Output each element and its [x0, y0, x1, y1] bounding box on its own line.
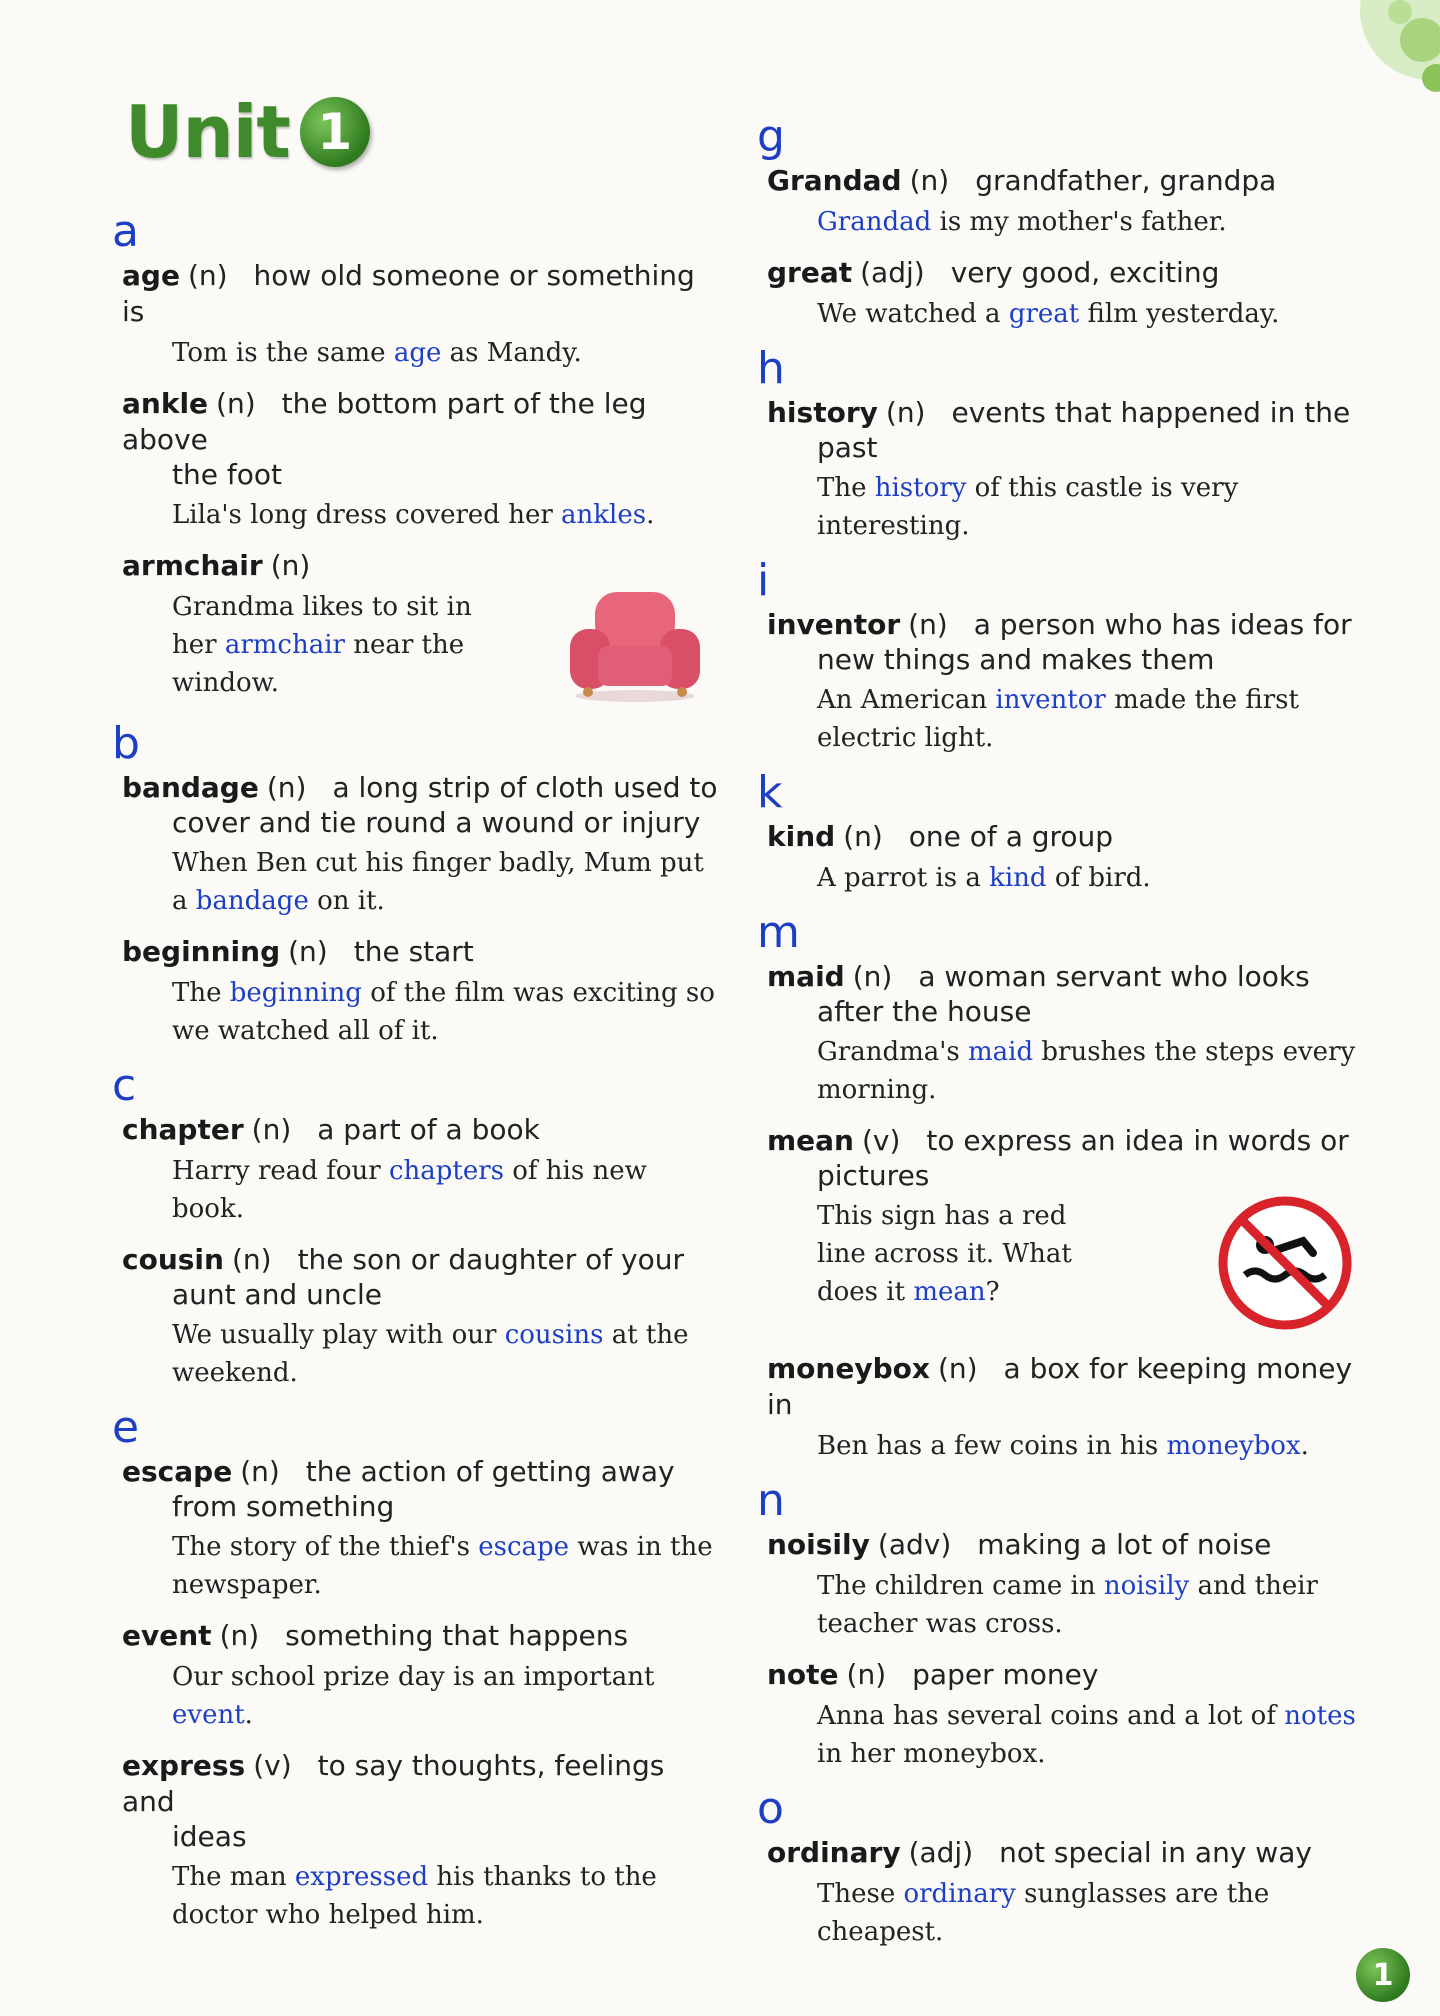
headword: ankle: [122, 387, 209, 420]
example-sentence: [100, 334, 720, 372]
example-sentence: [745, 203, 1365, 241]
example-text: film yesterday.: [1079, 299, 1280, 329]
example-text: as Mandy.: [441, 338, 582, 368]
part-of-speech: (v): [253, 1749, 292, 1782]
example-text: This sign has a red line across it. What does it: [817, 1201, 1072, 1307]
part-of-speech: (n): [187, 259, 228, 292]
definition-continued: past: [817, 431, 878, 464]
section-letter: h: [757, 343, 785, 394]
entry-head: [745, 163, 1365, 199]
definition: one of a group: [908, 820, 1114, 853]
example-keyword: noisily: [1103, 1571, 1190, 1601]
example-text: Ben has a few coins in his: [817, 1431, 1167, 1461]
example-text: is my mother's father.: [931, 207, 1227, 237]
example-keyword: mean: [913, 1277, 986, 1307]
page-number: 1: [1356, 1948, 1410, 2002]
example-keyword: beginning: [229, 978, 362, 1008]
example-sentence: [745, 1567, 1365, 1643]
example-keyword: expressed: [294, 1862, 429, 1892]
no-swimming-sign-icon: [1215, 1193, 1355, 1333]
armchair-picture: [560, 584, 710, 708]
definition: paper money: [912, 1658, 1099, 1691]
entry-head: [745, 819, 1365, 855]
example-keyword: moneybox: [1166, 1431, 1301, 1461]
entry-head: [745, 607, 1365, 643]
dictionary-entry-event: [100, 1618, 720, 1734]
example-text: .: [646, 500, 655, 530]
example-sentence: [100, 588, 472, 702]
example-text: The story of the thief's: [172, 1532, 479, 1562]
example-text: .: [244, 1700, 253, 1730]
example-keyword: maid: [968, 1037, 1034, 1067]
section-letter: e: [112, 1402, 140, 1453]
part-of-speech: (v): [862, 1124, 901, 1157]
example-sentence: [745, 1427, 1365, 1465]
dictionary-entry-moneybox: [745, 1351, 1365, 1465]
example-text: his thanks to the doctor who helped him.: [172, 1862, 657, 1930]
entry-head: [100, 770, 720, 806]
part-of-speech: (n): [846, 1658, 887, 1691]
part-of-speech: (n): [216, 387, 256, 420]
example-sentence: [100, 1658, 720, 1734]
definition-continued: after the house: [817, 995, 1032, 1028]
part-of-speech: (n): [219, 1619, 260, 1652]
dictionary-entry-ankle: [100, 386, 720, 534]
dictionary-entry-inventor: [745, 607, 1365, 757]
part-of-speech: (n): [240, 1455, 280, 1488]
example-with-picture: [100, 584, 720, 708]
headword: kind: [767, 820, 836, 853]
headword: chapter: [122, 1113, 244, 1146]
headword: mean: [767, 1124, 854, 1157]
example-text: brushes the steps every morning.: [817, 1037, 1356, 1105]
dictionary-entry-ordinary: [745, 1835, 1365, 1951]
example-text: The children came in: [817, 1571, 1104, 1601]
right-column: [745, 105, 1365, 1965]
headword: ordinary: [767, 1836, 901, 1869]
entry-head: [100, 1112, 720, 1148]
example-keyword: armchair: [224, 630, 345, 660]
section-letter: i: [757, 555, 770, 606]
headword: noisily: [767, 1528, 870, 1561]
headword: bandage: [122, 771, 259, 804]
headword: age: [122, 259, 180, 292]
part-of-speech: (n): [231, 1243, 272, 1276]
headword: inventor: [767, 608, 901, 641]
definition: how old someone or something is: [122, 259, 695, 328]
example-sentence: [100, 1528, 720, 1604]
part-of-speech: (n): [908, 608, 948, 641]
example-keyword: cousins: [504, 1320, 604, 1350]
entry-head: [100, 548, 720, 584]
definition: a woman servant who looks: [918, 960, 1310, 993]
dictionary-entry-mean: [745, 1123, 1365, 1337]
headword: armchair: [122, 549, 263, 582]
corner-decoration: [1310, 0, 1440, 110]
example-text: When Ben cut his finger badly, Mum put a: [172, 848, 704, 916]
entry-head: [100, 258, 720, 330]
example-sentence: [745, 1197, 1117, 1311]
dictionary-entry-great: [745, 255, 1365, 333]
example-keyword: ankles: [561, 500, 647, 530]
definition: to express an idea in words or: [926, 1124, 1349, 1157]
example-text: The man: [172, 1862, 295, 1892]
definition: something that happens: [285, 1619, 629, 1652]
section-letter: k: [757, 767, 783, 818]
entry-head: [100, 934, 720, 970]
example-sentence: [745, 681, 1365, 757]
section-letter: n: [757, 1475, 785, 1526]
headword: maid: [767, 960, 845, 993]
unit-number-badge: 1: [300, 97, 370, 167]
example-keyword: Grandad: [817, 207, 932, 237]
entry-head: [100, 1748, 720, 1820]
example-text: made the first electric light.: [817, 685, 1299, 753]
definition-continued: new things and makes them: [817, 643, 1215, 676]
example-text: near the window.: [172, 630, 465, 698]
example-sentence: [745, 469, 1365, 545]
example-sentence: [745, 1033, 1365, 1109]
definition-continued: from something: [172, 1490, 395, 1523]
definition: the bottom part of the leg above: [122, 387, 647, 456]
example-keyword: ordinary: [903, 1879, 1016, 1909]
dictionary-entry-bandage: [100, 770, 720, 920]
example-keyword: event: [172, 1700, 245, 1730]
example-sentence: [100, 974, 720, 1050]
headword: great: [767, 256, 853, 289]
definition-continued: pictures: [817, 1159, 930, 1192]
example-text: Anna has several coins and a lot of: [817, 1701, 1285, 1731]
example-text: We usually play with our: [172, 1320, 505, 1350]
definition: a part of a book: [317, 1113, 540, 1146]
definition: very good, exciting: [950, 256, 1220, 289]
definition-continued: ideas: [172, 1820, 247, 1853]
part-of-speech: (n): [852, 960, 893, 993]
example-text: Tom is the same: [172, 338, 394, 368]
example-text: An American: [817, 685, 996, 715]
example-text: ?: [985, 1277, 1000, 1307]
definition: a person who has ideas for: [973, 608, 1352, 641]
part-of-speech: (n): [270, 549, 311, 582]
definition-continued: the foot: [172, 458, 282, 491]
definition: grandfather, grandpa: [975, 164, 1277, 197]
entry-head: [745, 395, 1365, 431]
example-keyword: history: [874, 473, 967, 503]
part-of-speech: (n): [843, 820, 883, 853]
entry-head: [100, 386, 720, 458]
section-letter: a: [112, 206, 139, 257]
example-keyword: great: [1008, 299, 1080, 329]
sign-picture: [1215, 1193, 1355, 1337]
definition: the start: [353, 935, 474, 968]
unit-title-word: Unit: [125, 90, 290, 174]
example-text: of his new book.: [172, 1156, 647, 1224]
dictionary-entry-chapter: [100, 1112, 720, 1228]
dictionary-entry-cousin: [100, 1242, 720, 1392]
part-of-speech: (n): [266, 771, 307, 804]
example-text: and their teacher was cross.: [817, 1571, 1318, 1639]
example-text: Harry read four: [172, 1156, 389, 1186]
entry-head: [745, 1123, 1365, 1159]
example-text: We watched a: [817, 299, 1009, 329]
unit-title: [125, 90, 370, 174]
example-text: Grandma likes to sit in her: [172, 592, 472, 660]
definition-continued: cover and tie round a wound or injury: [172, 806, 701, 839]
dictionary-entry-express: [100, 1748, 720, 1934]
part-of-speech: (adj): [860, 256, 925, 289]
part-of-speech: (adv): [877, 1528, 952, 1561]
definition-continued: aunt and uncle: [172, 1278, 382, 1311]
example-text: was in the newspaper.: [172, 1532, 713, 1600]
example-sentence: [745, 295, 1365, 333]
example-sentence: [745, 1875, 1365, 1951]
example-text: The: [817, 473, 875, 503]
example-sentence: [100, 1316, 720, 1392]
part-of-speech: (n): [885, 396, 926, 429]
part-of-speech: (n): [937, 1352, 978, 1385]
example-keyword: age: [393, 338, 442, 368]
dictionary-entry-maid: [745, 959, 1365, 1109]
headword: escape: [122, 1455, 233, 1488]
entry-head: [745, 255, 1365, 291]
headword: moneybox: [767, 1352, 930, 1385]
headword: cousin: [122, 1243, 224, 1276]
example-text: A parrot is a: [817, 863, 990, 893]
entry-head: [100, 1242, 720, 1278]
definition: a box for keeping money in: [767, 1352, 1353, 1421]
example-text: of this castle is very interesting.: [817, 473, 1239, 541]
headword: event: [122, 1619, 212, 1652]
definition: the son or daughter of your: [297, 1243, 684, 1276]
example-text: .: [1300, 1431, 1309, 1461]
entry-head: [100, 1454, 720, 1490]
example-sentence: [100, 1152, 720, 1228]
definition: not special in any way: [999, 1836, 1312, 1869]
example-text: Grandma's: [817, 1037, 968, 1067]
example-text: of bird.: [1046, 863, 1151, 893]
section-letter: b: [112, 718, 140, 769]
dictionary-entry-beginning: [100, 934, 720, 1050]
part-of-speech: (adj): [908, 1836, 974, 1869]
definition: to say thoughts, feelings and: [122, 1749, 665, 1818]
example-keyword: escape: [478, 1532, 570, 1562]
dictionary-entry-escape: [100, 1454, 720, 1604]
dictionary-entry-history: [745, 395, 1365, 545]
example-keyword: bandage: [195, 886, 309, 916]
dictionary-entry-kind: [745, 819, 1365, 897]
definition: making a lot of noise: [977, 1528, 1272, 1561]
example-text: The: [172, 978, 230, 1008]
left-column: [100, 200, 720, 1948]
example-sentence: [745, 859, 1365, 897]
example-sentence: [100, 844, 720, 920]
dictionary-entry-noisily: [745, 1527, 1365, 1643]
entry-head: [745, 1835, 1365, 1871]
definition: events that happened in the: [951, 396, 1351, 429]
entry-head: [745, 1351, 1365, 1423]
example-text: at the weekend.: [172, 1320, 689, 1388]
dictionary-entry-grandad: [745, 163, 1365, 241]
headword: express: [122, 1749, 246, 1782]
headword: Grandad: [767, 164, 902, 197]
part-of-speech: (n): [909, 164, 950, 197]
headword: history: [767, 396, 878, 429]
example-sentence: [100, 1858, 720, 1934]
armchair-illustration: [560, 584, 710, 704]
example-text: These: [817, 1879, 904, 1909]
example-keyword: notes: [1284, 1701, 1356, 1731]
example-sentence: [745, 1697, 1365, 1773]
dictionary-entry-armchair: [100, 548, 720, 708]
section-letter: o: [757, 1783, 784, 1834]
example-with-picture: [745, 1193, 1365, 1337]
headword: note: [767, 1658, 839, 1691]
headword: beginning: [122, 935, 281, 968]
example-text: Our school prize day is an important: [172, 1662, 655, 1692]
part-of-speech: (n): [251, 1113, 292, 1146]
example-keyword: chapters: [388, 1156, 504, 1186]
entry-head: [100, 1618, 720, 1654]
definition: a long strip of cloth used to: [332, 771, 718, 804]
entry-head: [745, 1527, 1365, 1563]
example-keyword: inventor: [995, 685, 1106, 715]
example-keyword: kind: [989, 863, 1047, 893]
example-text: in her moneybox.: [817, 1739, 1046, 1769]
section-letter: c: [112, 1060, 137, 1111]
section-letter: m: [757, 907, 800, 958]
definition: the action of getting away: [305, 1455, 675, 1488]
example-text: of the film was exciting so we watched all of it.: [172, 978, 715, 1046]
example-sentence: [100, 496, 720, 534]
example-text: on it.: [308, 886, 385, 916]
dictionary-entry-note: [745, 1657, 1365, 1773]
example-text: sunglasses are the cheapest.: [817, 1879, 1270, 1947]
part-of-speech: (n): [288, 935, 328, 968]
entry-head: [745, 1657, 1365, 1693]
dictionary-entry-age: [100, 258, 720, 372]
entry-head: [745, 959, 1365, 995]
example-text: Lila's long dress covered her: [172, 500, 562, 530]
section-letter: g: [757, 111, 785, 162]
